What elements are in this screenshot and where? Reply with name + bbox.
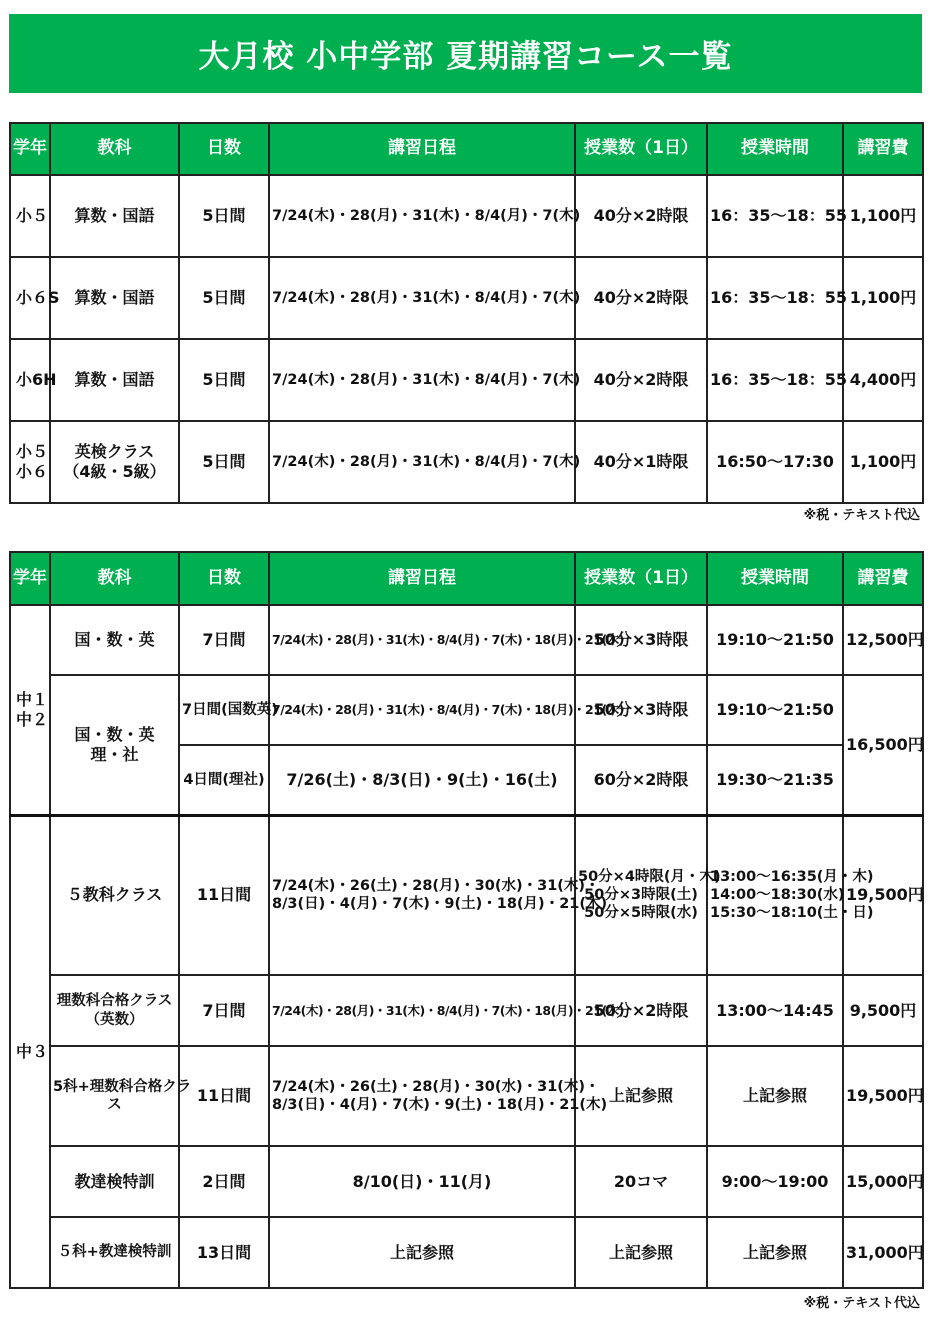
subject-cell [50,675,179,815]
header-time: 授業時間 [707,552,843,605]
grade-cell: 小６S [10,257,50,339]
schedule-cell: 7/24(木)・28(月)・31(木)・8/4(月)・7(木)・18(月)・21(木) [269,605,575,675]
lessons-cell: 40分×2時限 [575,175,707,257]
time-cell: 16：35～18：55 [707,175,843,257]
lessons-cell [575,815,721,975]
subject-cell [50,975,179,1046]
time-cell: 上記参照 [707,1046,843,1146]
header-fee: 講習費 [843,552,923,605]
subject-line: （4級・5級） [63,462,166,481]
table-row [10,175,923,257]
page-title: 大月校 小中学部 夏期講習コース一覧 [198,39,733,75]
fee-cell: 15,000円 [843,1146,923,1217]
subject-cell: 算数・国語 [50,339,179,421]
junior-high-course-table [9,551,924,1289]
grade-cell: 小6H [10,339,50,421]
table-row [10,1217,923,1288]
fee-cell: 1,100円 [843,257,923,339]
lessons-cell: 60分×2時限 [575,745,707,815]
subject-cell: 算数・国語 [50,175,179,257]
table-row [10,421,923,503]
fee-cell: 31,000円 [843,1217,923,1288]
days-cell: 5日間 [179,421,269,503]
lessons-cell: 50分×3時限 [575,605,707,675]
lessons-line: 50分×3時限(土) [584,887,698,904]
days-cell: 5日間 [179,257,269,339]
grade-cell [10,421,50,503]
time-line: 15:30～18:10(土・日) [710,905,874,922]
time-cell: 13:00～14:45 [707,975,843,1046]
lessons-cell: 40分×2時限 [575,257,707,339]
subject-cell: ５教科クラス [50,815,179,975]
header-grade: 学年 [10,123,50,175]
subject-line: （英数） [85,1011,144,1028]
schedule-line: 8/3(日)・4(月)・7(木)・9(土)・18(月)・21(木) [272,1097,608,1113]
time-line: 14:00～18:30(水) [710,887,845,904]
days-cell: 11日間 [179,815,269,975]
elementary-course-table [9,122,924,504]
schedule-cell: 7/24(木)・28(月)・31(木)・8/4(月)・7(木)・18(月)・21(木) [269,675,575,745]
header-time: 授業時間 [707,123,843,175]
header-schedule: 講習日程 [269,552,575,605]
table-row [10,339,923,421]
schedule-cell: 8/10(日)・11(月) [269,1146,575,1217]
header-days: 日数 [179,552,269,605]
subject-cell: 算数・国語 [50,257,179,339]
header-grade: 学年 [10,552,50,605]
table-header-row [10,552,923,605]
table-row [10,605,923,675]
schedule-line: 7/24(木)・26(土)・28(月)・30(水)・31(木)・ [272,878,600,895]
table-row [10,1146,923,1217]
grade-cell: 中３ [10,815,50,1288]
fee-cell: 9,500円 [843,975,923,1046]
table-row [10,1046,923,1146]
subject-line: 5科+理数科合格クラ [53,1078,192,1095]
time-cell: 9:00～19:00 [707,1146,843,1217]
time-cell [707,815,874,975]
table-header-row [10,123,923,175]
fee-cell: 1,100円 [843,421,923,503]
subject-line: 理・社 [90,744,139,764]
fee-cell: 1,100円 [843,175,923,257]
schedule-cell: 7/24(木)・28(月)・31(木)・8/4(月)・7(木)・18(月)・21(木) [269,975,575,1046]
subject-line: ス [107,1097,122,1113]
subject-cell [50,1046,192,1146]
lessons-cell: 上記参照 [575,1217,707,1288]
time-cell: 16：35～18：55 [707,339,843,421]
header-days: 日数 [179,123,269,175]
schedule-cell: 7/24(木)・28(月)・31(木)・8/4(月)・7(木) [269,421,575,503]
lessons-cell: 20コマ [575,1146,707,1217]
days-cell: 7日間 [179,605,269,675]
table-row [10,815,923,975]
lessons-cell: 40分×2時限 [575,339,707,421]
fee-cell: 4,400円 [843,339,923,421]
page-title-bar [9,14,922,93]
schedule-cell [269,815,608,975]
days-cell: 13日間 [179,1217,269,1288]
subject-line: 英検クラス [74,442,155,461]
tax-note: ※税・テキスト代込 [803,508,920,523]
schedule-cell: 上記参照 [269,1217,575,1288]
schedule-cell: 7/24(木)・28(月)・31(木)・8/4(月)・7(木) [269,257,575,339]
subject-line: 国・数・英 [74,724,155,744]
time-cell: 上記参照 [707,1217,843,1288]
header-lessons: 授業数（1日） [575,123,707,175]
schedule-cell: 7/24(木)・28(月)・31(木)・8/4(月)・7(木) [269,175,575,257]
subject-cell: ５科+教達検特訓 [50,1217,179,1288]
tax-note: ※税・テキスト代込 [803,1296,920,1311]
time-cell: 19:10～21:50 [707,605,843,675]
grade-cell [10,605,50,815]
time-cell: 16：35～18：55 [707,257,843,339]
table-row [10,257,923,339]
table-row [10,975,923,1046]
days-cell: 5日間 [179,339,269,421]
table-row [10,675,923,745]
time-cell: 19:30～21:35 [707,745,843,815]
time-cell: 19:10～21:50 [707,675,843,745]
days-cell: 2日間 [179,1146,269,1217]
subject-cell [50,421,179,503]
days-cell: 7日間 [179,975,269,1046]
lessons-line: 50分×5時限(水) [584,905,698,922]
time-cell: 16:50～17:30 [707,421,843,503]
fee-cell: 19,500円 [843,815,923,975]
schedule-cell: 7/26(土)・8/3(日)・9(土)・16(土) [269,745,575,815]
grade-line: 小６ [16,462,49,481]
grade-line: 中２ [16,709,49,729]
header-subject: 教科 [50,123,179,175]
fee-cell: 16,500円 [843,675,923,815]
subject-cell: 教達検特訓 [50,1146,179,1217]
fee-cell: 19,500円 [843,1046,923,1146]
subject-line: 理数科合格クラス [56,993,173,1010]
grade-line: 小５ [16,442,49,461]
lessons-line: 50分×4時限(月・木) [578,869,721,886]
grade-line: 中１ [16,689,49,709]
schedule-line: 7/24(木)・26(土)・28(月)・30(水)・31(木)・ [272,1078,600,1095]
schedule-line: 8/3(日)・4(月)・7(木)・9(土)・18(月)・21(木) [272,896,608,913]
days-cell: 4日間(理社) [179,745,269,815]
grade-cell: 小５ [10,175,50,257]
lessons-cell: 50分×3時限 [575,675,707,745]
fee-cell: 12,500円 [843,605,923,675]
subject-cell: 国・数・英 [50,605,179,675]
header-schedule: 講習日程 [269,123,575,175]
header-fee: 講習費 [843,123,923,175]
days-cell: 5日間 [179,175,269,257]
days-cell: 11日間 [179,1046,269,1146]
header-subject: 教科 [50,552,179,605]
days-cell: 7日間(国数英) [179,675,269,745]
time-line: 13:00～16:35(月・木) [710,869,874,886]
schedule-cell [269,1046,608,1146]
lessons-cell: 40分×1時限 [575,421,707,503]
lessons-cell: 上記参照 [575,1046,707,1146]
lessons-cell: 50分×2時限 [575,975,707,1046]
schedule-cell: 7/24(木)・28(月)・31(木)・8/4(月)・7(木) [269,339,575,421]
header-lessons: 授業数（1日） [575,552,707,605]
